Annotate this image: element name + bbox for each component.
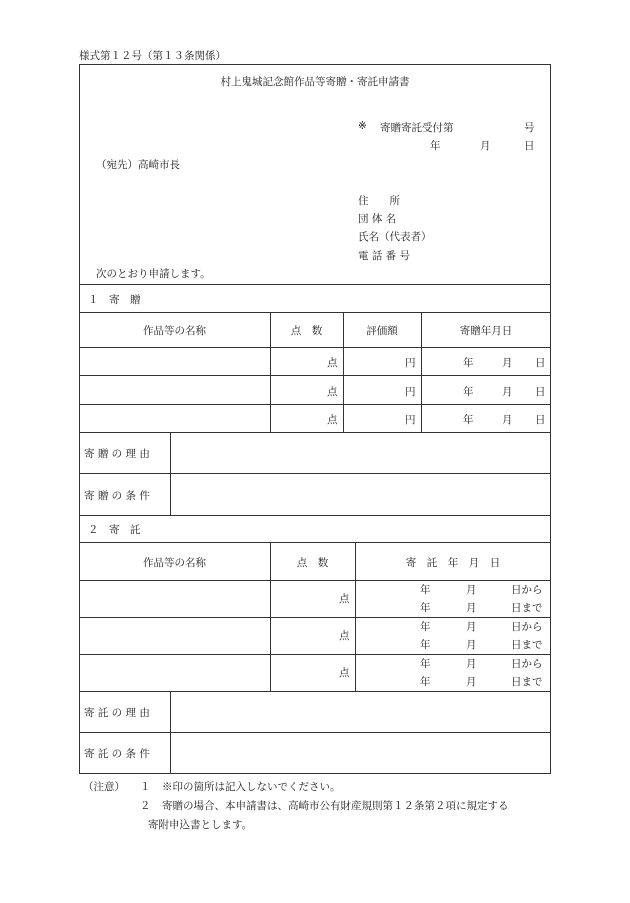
form-number: 様式第１２号（第１３条関係） <box>79 50 226 62</box>
reception-label: 寄贈寄託受付第 <box>380 122 454 134</box>
divider <box>79 580 551 581</box>
price-unit: 円 <box>405 414 416 426</box>
donation-header-count: 点 数 <box>290 325 323 337</box>
deposit-header-period: 寄 託 年 月 日 <box>405 557 501 569</box>
price-unit: 円 <box>405 357 416 369</box>
deposit-section-title: ２ 寄 託 <box>88 524 141 536</box>
deposit-header-count: 点 数 <box>296 557 329 569</box>
addressee: （宛先）高崎市長 <box>96 159 180 171</box>
date-month: 月 <box>502 386 513 398</box>
divider <box>79 312 551 313</box>
from-day: 日から <box>511 584 543 596</box>
from-year: 年 <box>420 584 431 596</box>
from-month: 月 <box>466 658 477 670</box>
donation-header-value: 評価額 <box>366 325 398 337</box>
deposit-reason-label: 寄 託 の 理 由 <box>84 707 150 719</box>
reception-mark: ※ <box>358 120 367 132</box>
organization-label: 団 体 名 <box>358 213 397 225</box>
count-unit: 点 <box>339 593 350 605</box>
from-day: 日から <box>511 621 543 633</box>
date-day: 日 <box>535 414 546 426</box>
note-text: ※印の箇所は記入しないでください。 <box>162 781 341 793</box>
to-month: 月 <box>466 639 477 651</box>
date-year: 年 <box>463 357 474 369</box>
from-year: 年 <box>420 658 431 670</box>
date-month: 月 <box>502 414 513 426</box>
divider <box>79 404 551 405</box>
donation-reason-label: 寄 贈 の 理 由 <box>84 448 150 460</box>
divider <box>79 691 551 692</box>
column-divider <box>170 691 171 774</box>
note-number: １ <box>140 781 151 793</box>
to-month: 月 <box>466 602 477 614</box>
to-day: 日まで <box>511 639 543 651</box>
address-label: 住 所 <box>358 195 400 207</box>
count-unit: 点 <box>339 667 350 679</box>
divider <box>79 732 551 733</box>
request-text: 次のとおり申請します。 <box>96 268 211 280</box>
phone-label: 電 話 番 号 <box>358 250 411 262</box>
note-text: 寄贈の場合、本申請書は、高崎市公有財産規則第１２条第２項に規定する <box>162 800 509 812</box>
count-unit: 点 <box>327 386 338 398</box>
notes-label: （注意） <box>83 781 125 793</box>
date-year: 年 <box>463 386 474 398</box>
divider <box>79 284 551 285</box>
donation-section-title: １ 寄 贈 <box>88 294 141 306</box>
date-day: 日 <box>524 140 535 152</box>
deposit-header-name: 作品等の名称 <box>143 557 206 569</box>
from-day: 日から <box>511 658 543 670</box>
divider <box>79 617 551 618</box>
divider <box>79 432 551 433</box>
divider <box>79 515 551 516</box>
count-unit: 点 <box>327 414 338 426</box>
to-year: 年 <box>420 676 431 688</box>
to-day: 日まで <box>511 676 543 688</box>
from-year: 年 <box>420 621 431 633</box>
divider <box>79 542 551 543</box>
divider <box>79 347 551 348</box>
date-month: 月 <box>502 357 513 369</box>
date-day: 日 <box>535 357 546 369</box>
price-unit: 円 <box>405 386 416 398</box>
column-divider <box>170 432 171 515</box>
deposit-condition-label: 寄 託 の 条 件 <box>84 748 150 760</box>
divider <box>79 654 551 655</box>
date-year: 年 <box>463 414 474 426</box>
donation-header-date: 寄贈年月日 <box>459 325 513 337</box>
divider <box>79 375 551 376</box>
from-month: 月 <box>466 621 477 633</box>
date-day: 日 <box>535 386 546 398</box>
count-unit: 点 <box>327 357 338 369</box>
form-title: 村上鬼城記念館作品等寄贈・寄託申請書 <box>220 76 410 88</box>
date-year: 年 <box>430 140 441 152</box>
note-text-continued: 寄附申込書とします。 <box>148 819 253 831</box>
divider <box>79 473 551 474</box>
to-year: 年 <box>420 602 431 614</box>
note-number: ２ <box>140 800 151 812</box>
representative-label: 氏名（代表者） <box>358 231 432 243</box>
donation-condition-label: 寄 贈 の 条 件 <box>84 490 150 502</box>
to-day: 日まで <box>511 602 543 614</box>
to-year: 年 <box>420 639 431 651</box>
to-month: 月 <box>466 676 477 688</box>
from-month: 月 <box>466 584 477 596</box>
date-month: 月 <box>480 140 491 152</box>
donation-header-name: 作品等の名称 <box>143 325 206 337</box>
reception-suffix: 号 <box>524 122 535 134</box>
count-unit: 点 <box>339 630 350 642</box>
